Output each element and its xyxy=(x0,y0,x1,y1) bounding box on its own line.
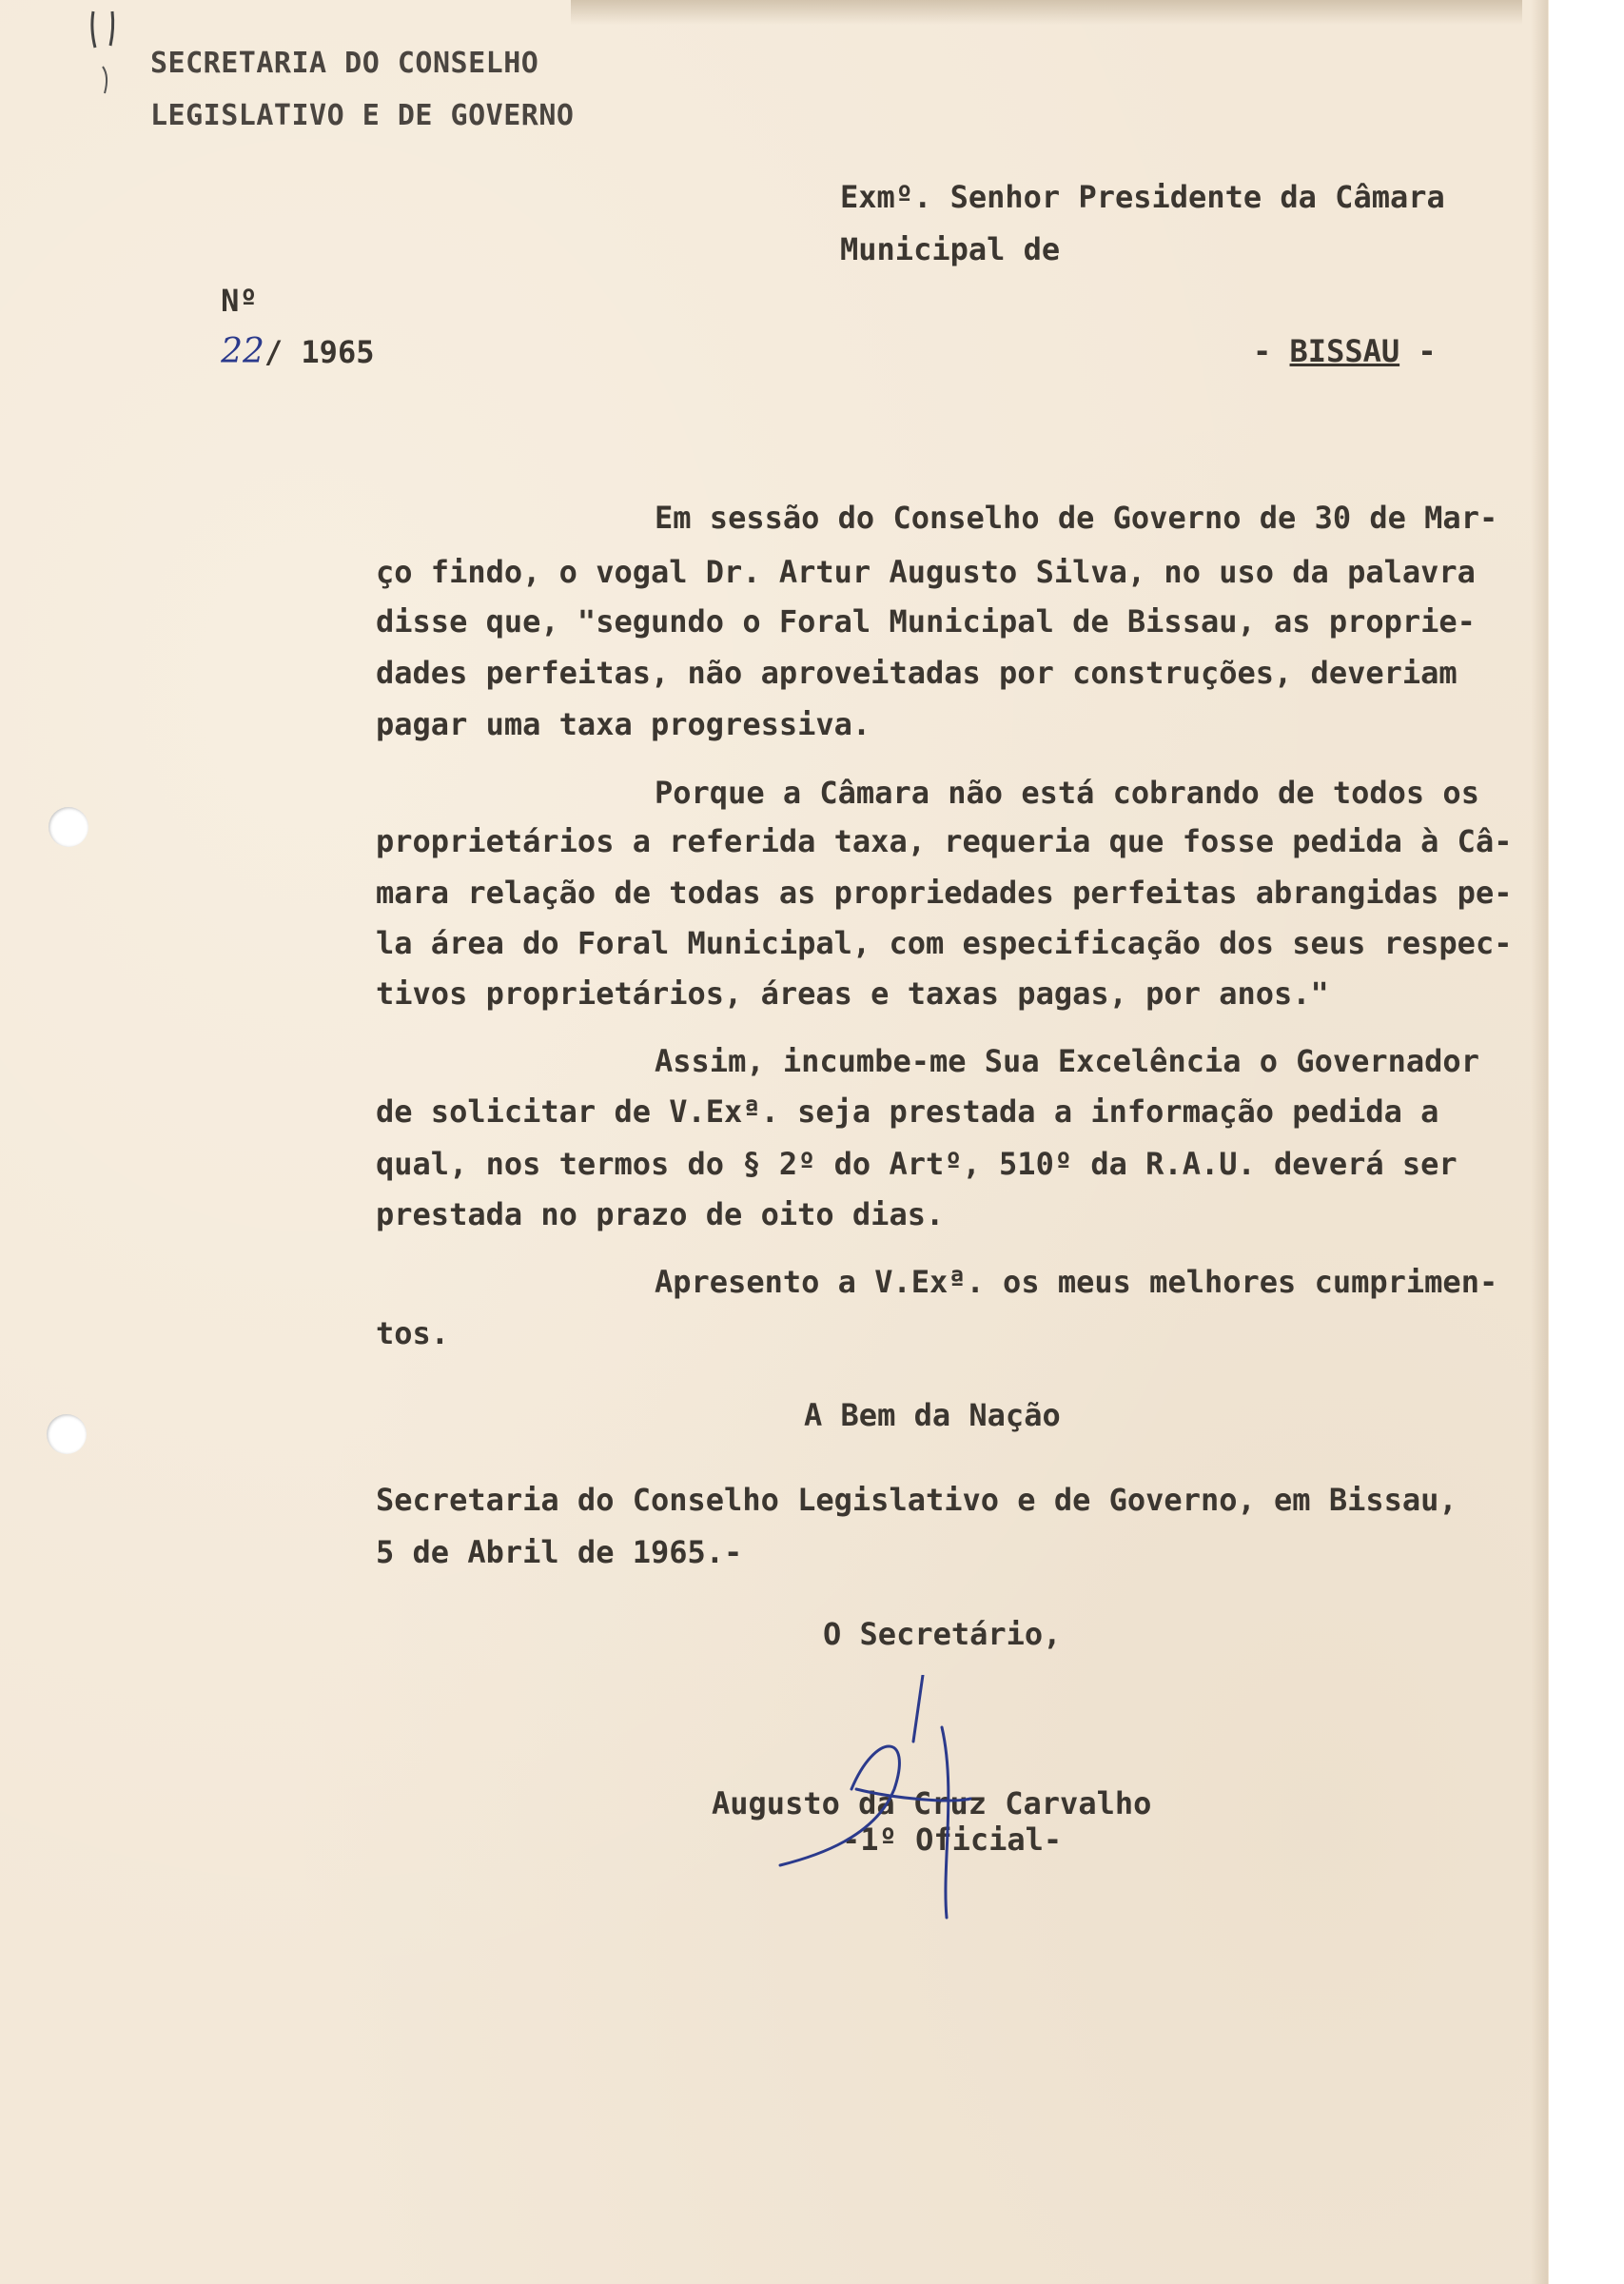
body-line: Em sessão do Conselho de Governo de 30 de Mar- xyxy=(655,500,1498,536)
signatory-name: Augusto da Cruz Carvalho xyxy=(712,1785,1152,1821)
body-line: proprietários a referida taxa, requeria que fosse pedida à Câ- xyxy=(376,823,1513,859)
punch-hole-bottom xyxy=(47,1414,87,1454)
handwritten-signature xyxy=(761,1675,1008,1922)
body-line: de solicitar de V.Exª. seja prestada a informação pedida a xyxy=(376,1093,1439,1130)
body-line: ço findo, o vogal Dr. Artur Augusto Silva, no uso da palavra xyxy=(376,554,1476,590)
city-name: BISSAU xyxy=(1289,333,1400,369)
body-line: qual, nos termos do § 2º do Artº, 510º da R.A.U. deverá ser xyxy=(376,1146,1458,1182)
body-line: tivos proprietários, áreas e taxas pagas, por anos." xyxy=(376,975,1329,1012)
signatory-rank: -1º Oficial- xyxy=(842,1821,1063,1858)
margin-pen-mark xyxy=(86,10,152,95)
reference-year: / 1965 xyxy=(264,334,375,370)
body-line: tos. xyxy=(376,1315,450,1351)
body-line: Assim, incumbe-me Sua Excelência o Governador xyxy=(655,1043,1479,1079)
letterhead-line-2: LEGISLATIVO E DE GOVERNO xyxy=(150,99,575,132)
body-line: disse que, "segundo o Foral Municipal de Bissau, as proprie- xyxy=(376,603,1476,640)
letterhead-line-1: SECRETARIA DO CONSELHO xyxy=(150,47,539,80)
paper-edge-shadow xyxy=(1531,0,1548,2284)
punch-hole-top xyxy=(49,807,88,847)
body-line: dades perfeitas, não aproveitadas por construções, deveriam xyxy=(376,655,1458,691)
reference-handwritten-number: 22 xyxy=(221,332,264,371)
body-line: Apresento a V.Exª. os meus melhores cumprimen- xyxy=(655,1264,1498,1300)
addressee-city: - BISSAU - xyxy=(1253,333,1437,369)
reference-prefix: Nº xyxy=(221,283,258,319)
body-line: la área do Foral Municipal, com especificação dos seus respec- xyxy=(376,925,1513,961)
body-line: prestada no prazo de oito dias. xyxy=(376,1196,945,1232)
addressee-line-2: Municipal de xyxy=(840,231,1061,267)
addressee-line-1: Exmº. Senhor Presidente da Câmara xyxy=(840,179,1445,215)
closing-salutation: A Bem da Nação xyxy=(804,1397,1061,1433)
paper-stain xyxy=(571,0,1522,25)
body-line: pagar uma taxa progressiva. xyxy=(376,706,871,742)
signatory-title: O Secretário, xyxy=(823,1616,1062,1652)
body-line: mara relação de todas as propriedades perfeitas abrangidas pe- xyxy=(376,875,1513,911)
reference-number xyxy=(147,224,374,429)
body-line: Porque a Câmara não está cobrando de todos os xyxy=(655,775,1479,811)
place-date-line-2: 5 de Abril de 1965.- xyxy=(376,1534,743,1570)
place-date-line-1: Secretaria do Conselho Legislativo e de Governo, em Bissau, xyxy=(376,1482,1458,1518)
